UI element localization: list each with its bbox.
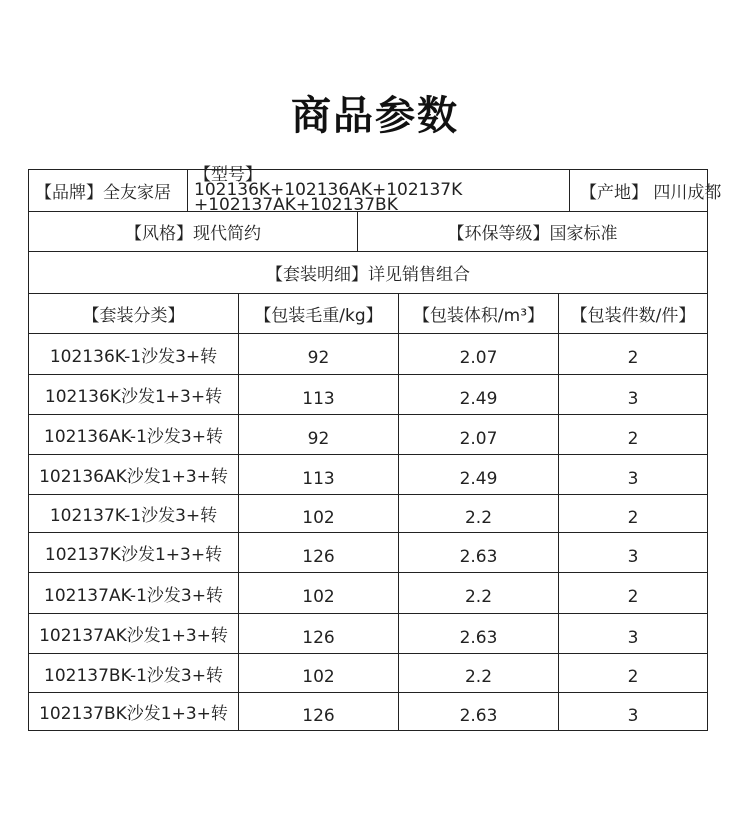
category-cell: 102137BK-1沙发3+转 xyxy=(44,665,223,686)
volume-cell xyxy=(398,415,558,454)
pieces-cell xyxy=(558,334,707,374)
category-cell: 102137BK沙发1+3+转 xyxy=(39,704,228,724)
pieces-value: 3 xyxy=(627,705,639,726)
weight-cell xyxy=(238,455,398,494)
pieces-cell xyxy=(558,375,707,414)
volume-cell xyxy=(398,375,558,414)
weight-value: 113 xyxy=(302,388,335,409)
pieces-value: 2 xyxy=(627,587,639,607)
pieces-value: 3 xyxy=(627,468,639,489)
header-weight: 【包装毛重/kg】 xyxy=(238,294,398,333)
weight-cell xyxy=(238,693,398,730)
volume-value: 2.63 xyxy=(459,627,498,648)
volume-value: 2.49 xyxy=(459,468,498,489)
pieces-value: 2 xyxy=(627,507,639,528)
table-row xyxy=(29,533,707,573)
pieces-cell xyxy=(558,654,707,692)
spec-table xyxy=(28,165,722,731)
weight-value: 92 xyxy=(307,428,330,449)
table-row xyxy=(29,654,707,693)
weight-cell xyxy=(238,334,398,374)
pieces-cell xyxy=(558,415,707,454)
header-category: 【套装分类】 xyxy=(82,306,185,326)
volume-value: 2.07 xyxy=(459,428,498,449)
header-pieces: 【包装件数/件】 xyxy=(558,294,707,333)
pieces-value: 3 xyxy=(627,388,639,409)
weight-cell xyxy=(238,375,398,414)
volume-value: 2.2 xyxy=(464,667,493,687)
weight-value: 126 xyxy=(302,627,335,648)
table-row xyxy=(29,415,707,455)
model-text: 【型号】102136K+102136AK+102137K +102137AK+102137BK xyxy=(194,165,463,215)
pieces-cell xyxy=(558,495,707,532)
brand-cell: 【品牌】全友家居 xyxy=(35,183,171,203)
page-title: 商品参数 xyxy=(291,93,459,139)
info-row-3 xyxy=(29,252,707,294)
pieces-cell xyxy=(558,573,707,613)
volume-cell xyxy=(398,614,558,653)
origin-cell: 【产地】 四川成都 xyxy=(569,170,707,211)
detail-cell: 【套装明细】详见销售组合 xyxy=(266,265,470,285)
category-cell: 102137K沙发1+3+转 xyxy=(44,545,223,565)
eco-cell: 【环保等级】国家标准 xyxy=(357,212,707,251)
pieces-value: 2 xyxy=(627,348,639,368)
pieces-cell xyxy=(558,533,707,572)
volume-cell xyxy=(398,495,558,532)
category-cell: 102136AK-1沙发3+转 xyxy=(44,427,223,447)
weight-cell xyxy=(238,573,398,613)
pieces-value: 3 xyxy=(627,546,639,567)
weight-cell xyxy=(238,654,398,692)
weight-value: 102 xyxy=(302,507,335,528)
pieces-cell xyxy=(558,455,707,494)
category-cell: 102137AK-1沙发3+转 xyxy=(44,585,223,606)
table-row xyxy=(29,334,707,375)
info-row-2 xyxy=(29,212,707,252)
table-row xyxy=(29,573,707,614)
model-cell xyxy=(187,165,569,215)
pieces-value: 2 xyxy=(627,667,639,687)
volume-value: 2.63 xyxy=(459,546,498,567)
category-cell: 102136K-1沙发3+转 xyxy=(49,346,218,367)
table-row xyxy=(29,495,707,533)
weight-value: 102 xyxy=(302,587,335,607)
weight-value: 126 xyxy=(302,705,335,726)
volume-value: 2.63 xyxy=(459,705,498,726)
weight-cell xyxy=(238,614,398,653)
table-row xyxy=(29,375,707,415)
volume-value: 2.2 xyxy=(464,507,493,528)
weight-cell xyxy=(238,533,398,572)
table-row xyxy=(29,455,707,495)
volume-value: 2.07 xyxy=(459,348,498,368)
category-cell: 102136K沙发1+3+转 xyxy=(44,387,223,407)
style-cell: 【风格】现代简约 xyxy=(125,224,261,244)
volume-cell xyxy=(398,455,558,494)
pieces-cell xyxy=(558,614,707,653)
volume-cell xyxy=(398,533,558,572)
weight-value: 102 xyxy=(302,667,335,687)
volume-value: 2.2 xyxy=(464,587,493,607)
weight-value: 113 xyxy=(302,468,335,489)
table-row xyxy=(29,693,707,730)
volume-cell xyxy=(398,573,558,613)
category-cell: 102137AK沙发1+3+转 xyxy=(39,626,228,646)
header-volume: 【包装体积/m³】 xyxy=(398,294,558,333)
volume-cell xyxy=(398,693,558,730)
weight-cell xyxy=(238,415,398,454)
weight-value: 126 xyxy=(302,546,335,567)
weight-cell xyxy=(238,495,398,532)
pieces-value: 3 xyxy=(627,627,639,648)
weight-value: 92 xyxy=(307,348,330,368)
pieces-value: 2 xyxy=(627,428,639,449)
volume-cell xyxy=(398,334,558,374)
volume-value: 2.49 xyxy=(459,388,498,409)
category-cell: 102137K-1沙发3+转 xyxy=(49,506,218,526)
pieces-cell xyxy=(558,693,707,730)
info-row-1 xyxy=(29,165,722,215)
table-row xyxy=(29,614,707,654)
category-cell: 102136AK沙发1+3+转 xyxy=(39,467,228,487)
volume-cell xyxy=(398,654,558,692)
table-header-row xyxy=(29,294,707,334)
